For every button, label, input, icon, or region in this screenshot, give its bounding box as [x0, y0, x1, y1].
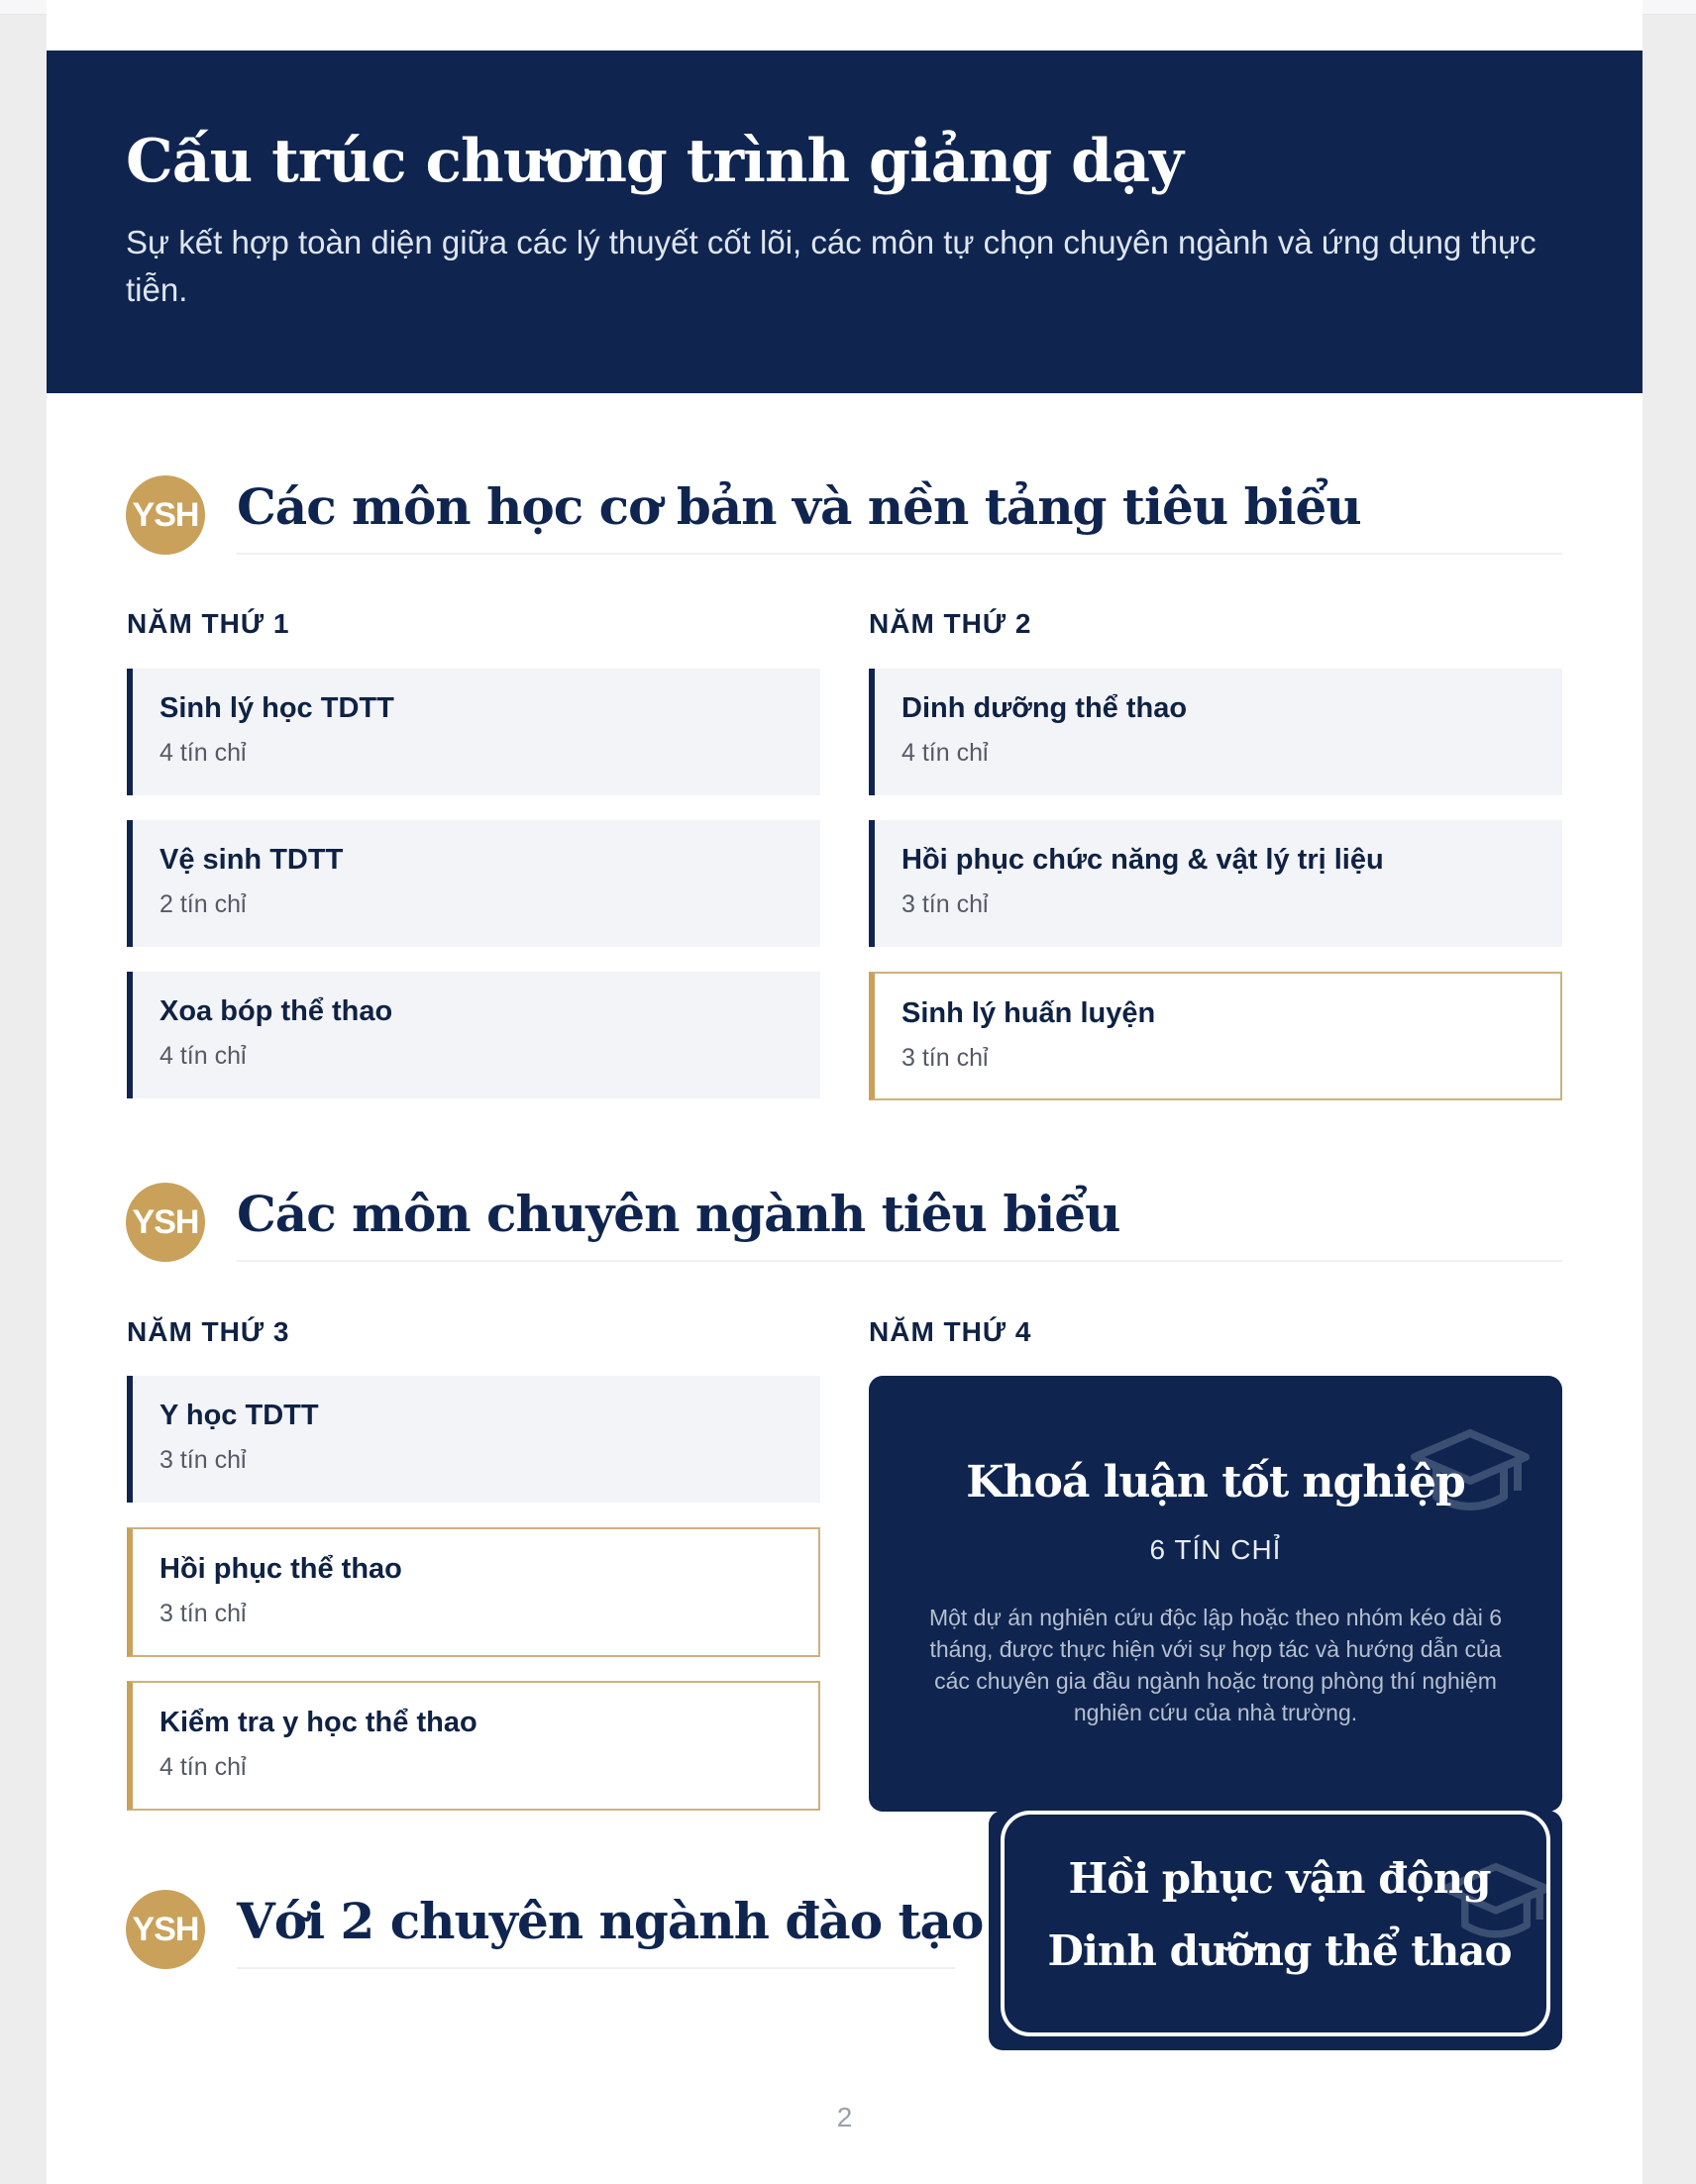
page-subtitle: Sự kết hợp toàn diện giữa các lý thuyết cốt lõi, các môn tự chọn chuyên ngành và ứng dụng thực tiễn. [126, 224, 1537, 308]
majors-frame [1001, 1811, 1550, 2036]
course-card-highlighted [127, 1681, 820, 1811]
ysh-logo-badge: YSH [126, 475, 205, 555]
course-credits: 3 tín chỉ [159, 1600, 247, 1627]
majors-box [989, 1811, 1562, 2050]
hero-banner [47, 51, 1643, 393]
course-credits: 3 tín chỉ [159, 1446, 247, 1474]
thesis-card [869, 1376, 1562, 1812]
page-number: 2 [836, 2102, 853, 2132]
course-card [127, 669, 820, 795]
section-divider [237, 1967, 955, 1969]
course-name: Hồi phục chức năng & vật lý trị liệu [901, 844, 1384, 876]
course-credits: 3 tín chỉ [901, 890, 989, 918]
section-divider [237, 1260, 1562, 1262]
section-title-foundation: Các môn học cơ bản và nền tảng tiêu biểu [237, 477, 1361, 536]
document-page [47, 0, 1643, 2184]
course-credits: 3 tín chỉ [901, 1044, 989, 1072]
ysh-logo-badge: YSH [126, 1890, 205, 1969]
course-name: Hồi phục thể thao [159, 1553, 402, 1585]
year-2-label: NĂM THỨ 2 [869, 608, 1032, 639]
year-3-label: NĂM THỨ 3 [127, 1316, 290, 1347]
course-card [127, 1376, 820, 1503]
course-card [127, 972, 820, 1098]
course-credits: 2 tín chỉ [159, 890, 247, 918]
page-title: Cấu trúc chương trình giảng dạy [126, 127, 1183, 196]
course-card-highlighted [127, 1527, 820, 1657]
course-credits: 4 tín chỉ [159, 1753, 247, 1781]
course-card [869, 669, 1562, 795]
thesis-title: Khoá luận tốt nghiệp [966, 1457, 1465, 1508]
section-divider [237, 553, 1562, 555]
year-4-label: NĂM THỨ 4 [869, 1316, 1032, 1347]
course-name: Kiểm tra y học thể thao [159, 1707, 477, 1738]
course-name: Dinh dưỡng thể thao [901, 692, 1188, 724]
section-title-specialized: Các môn chuyên ngành tiêu biểu [237, 1185, 1120, 1243]
major-name: Hồi phục vận động [1068, 1854, 1491, 1903]
course-card [869, 820, 1562, 947]
year-1-label: NĂM THỨ 1 [127, 608, 290, 639]
major-name: Dinh dưỡng thể thao [1047, 1926, 1512, 1975]
ysh-logo-badge: YSH [126, 1183, 205, 1262]
course-credits: 4 tín chỉ [159, 1042, 247, 1070]
course-name: Sinh lý học TDTT [159, 692, 394, 724]
section-title-majors: Với 2 chuyên ngành đào tạo [237, 1892, 984, 1950]
course-name: Sinh lý huấn luyện [901, 997, 1156, 1029]
thesis-credits: 6 TÍN CHỈ [1149, 1534, 1282, 1565]
course-card [127, 820, 820, 947]
course-name: Vệ sinh TDTT [159, 844, 344, 876]
course-card-highlighted [869, 972, 1562, 1100]
course-name: Xoa bóp thể thao [159, 995, 393, 1027]
course-credits: 4 tín chỉ [901, 739, 989, 767]
course-name: Y học TDTT [159, 1400, 319, 1431]
course-credits: 4 tín chỉ [159, 739, 247, 767]
thesis-description: Một dự án nghiên cứu độc lập hoặc theo nhóm kéo dài 6 tháng, được thực hiện với sự hợp tác và hướng dẫn của các chuyên gia đầu ngành hoặc trong phòng thí nghiệm nghiên cứu của nhà trường. [928, 1605, 1503, 1725]
